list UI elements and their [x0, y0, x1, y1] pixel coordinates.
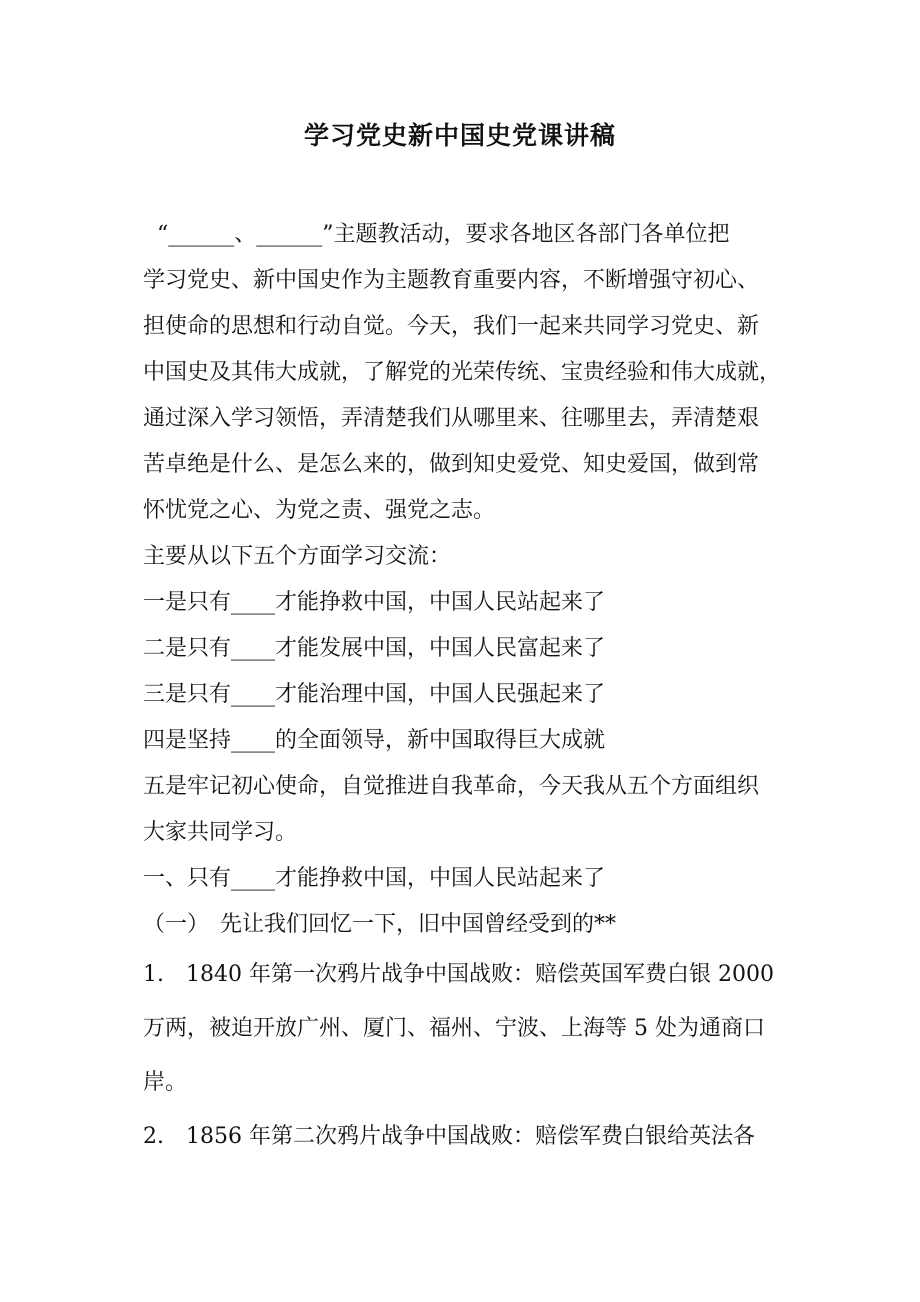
- paragraph-line: 担使命的思想和行动自觉。今天，我们一起来共同学习党史、新: [143, 314, 760, 339]
- paragraph-line: “______、______”主题教活动，要求各地区各部门各单位把: [157, 222, 730, 247]
- paragraph-line: 怀忧党之心、为党之责、强党之志。: [143, 498, 496, 523]
- paragraph-line: 大家共同学习。: [143, 820, 298, 845]
- paragraph-line: 苦卓绝是什么、是怎么来的，做到知史爱党、知史爱国，做到常: [143, 452, 760, 477]
- document-body: [143, 212, 793, 1164]
- document-title: 学习党史新中国史党课讲稿: [303, 121, 616, 150]
- section-heading: 一、只有____才能挣救中国，中国人民站起来了: [143, 866, 606, 891]
- outline-item: 五是牢记初心使命，自觉推进自我革命，今天我从五个方面组织: [143, 774, 760, 799]
- list-item: 2. 1856 年第二次鸦片战争中国战败：赔偿军费白银给英法各: [143, 1124, 755, 1149]
- paragraph-line: 万两，被迫开放广州、厦门、福州、宁波、上海等 5 处为通商口: [143, 1016, 765, 1041]
- outline-item: 一是只有____才能挣救中国，中国人民站起来了: [143, 590, 606, 615]
- paragraph-line: 通过深入学习领悟，弄清楚我们从哪里来、往哪里去，弄清楚艰: [143, 406, 760, 431]
- paragraph-line: 岸。: [143, 1070, 188, 1095]
- outline-item: 三是只有____才能治理中国，中国人民强起来了: [143, 682, 606, 707]
- list-item: 1. 1840 年第一次鸦片战争中国战败：赔偿英国军费白银 2000: [143, 962, 774, 987]
- paragraph-line: 中国史及其伟大成就，了解党的光荣传统、宝贵经验和伟大成就，: [143, 360, 782, 385]
- paragraph-line: 学习党史、新中国史作为主题教育重要内容，不断增强守初心、: [143, 268, 760, 293]
- outline-item: 二是只有____才能发展中国，中国人民富起来了: [143, 636, 606, 661]
- outline-intro: 主要从以下五个方面学习交流：: [143, 544, 452, 569]
- subsection-heading: （一） 先让我们回忆一下，旧中国曾经受到的**: [143, 912, 617, 937]
- outline-item: 四是坚持____的全面领导，新中国取得巨大成就: [143, 728, 606, 753]
